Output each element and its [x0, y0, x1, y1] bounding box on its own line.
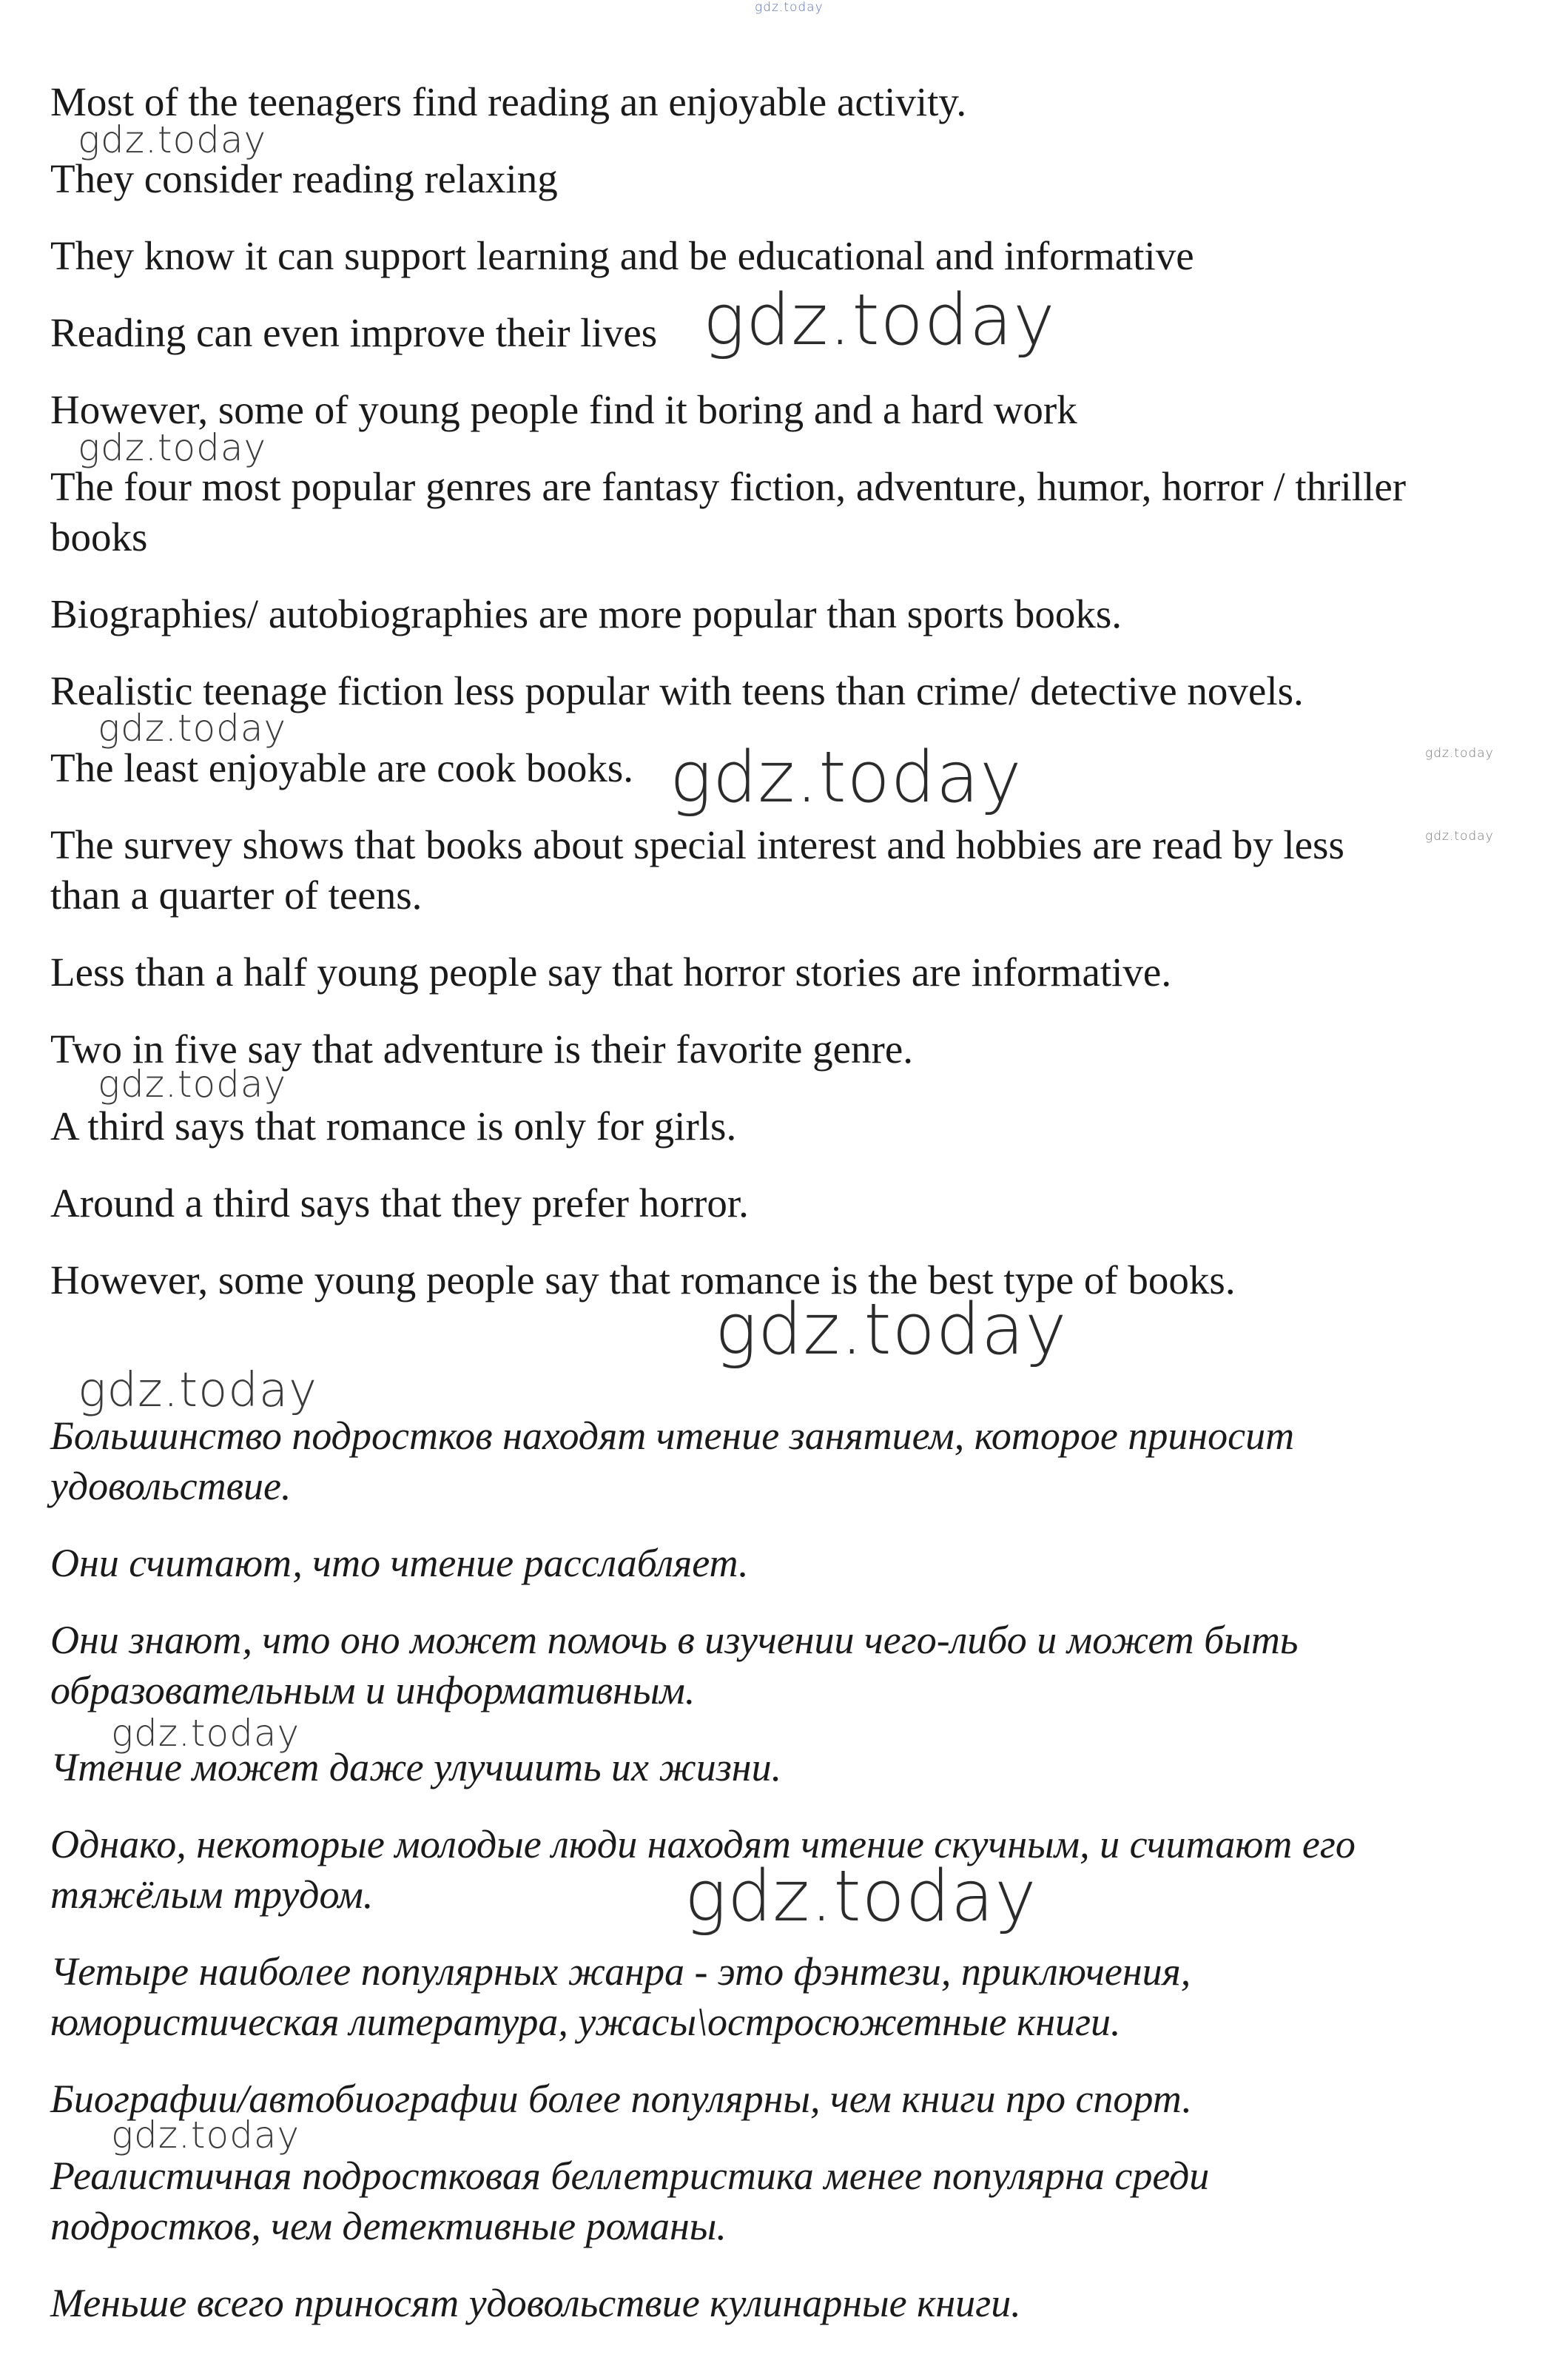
russian-line-1: Большинство подростков находят чтение занятием, которое приносит	[50, 1413, 1295, 1458]
russian-line-11: Биографии/автобиографии более популярны, чем книги про спорт.	[50, 2077, 1192, 2121]
english-line-8: Biographies/ autobiographies are more popular than sports books.	[50, 591, 1122, 636]
watermark-side-2: gdz.today	[1425, 829, 1494, 844]
russian-line-3: Они считают, что чтение расслабляет.	[50, 1541, 749, 1585]
watermark-top: gdz.today	[755, 0, 824, 15]
english-line-9: Realistic teenage fiction less popular with teens than crime/ detective novels.	[50, 668, 1304, 713]
russian-line-8: тяжёлым трудом.	[50, 1872, 374, 1917]
english-line-3: They know it can support learning and be educational and informative	[50, 233, 1194, 278]
russian-line-12: Реалистичная подростковая беллетристика менее популярна среди	[50, 2154, 1210, 2198]
watermark-8: gdz.today	[78, 1363, 317, 1418]
english-line-12: than a quarter of teens.	[50, 873, 423, 918]
english-line-1: Most of the teenagers find reading an enjoyable activity.	[50, 79, 967, 124]
russian-line-4: Они знают, что оно может помочь в изучении чего-либо и может быть	[50, 1618, 1299, 1662]
russian-line-10: юмористическая литература, ужасы\остросюжетные книги.	[50, 2000, 1121, 2044]
english-line-10: The least enjoyable are cook books.	[50, 745, 634, 790]
english-line-14: Two in five say that adventure is their favorite genre.	[50, 1026, 914, 1072]
russian-line-5: образовательным и информативным.	[50, 1668, 696, 1712]
russian-line-14: Меньше всего приносят удовольствие кулинарные книги.	[50, 2281, 1021, 2325]
watermark-3: gdz.today	[78, 426, 267, 469]
english-line-4: Reading can even improve their lives	[50, 310, 658, 355]
russian-line-6: Чтение может даже улучшить их жизни.	[50, 1745, 782, 1789]
watermark-7: gdz.today	[715, 1289, 1068, 1371]
english-line-6: The four most popular genres are fantasy fiction, adventure, humor, horror / thriller	[50, 464, 1407, 509]
english-line-17: However, some young people say that romance is the best type of books.	[50, 1257, 1236, 1302]
english-line-15: A third says that romance is only for girls.	[50, 1103, 737, 1149]
watermark-1: gdz.today	[78, 118, 267, 161]
english-line-13: Less than a half young people say that horror stories are informative.	[50, 949, 1172, 995]
watermark-11: gdz.today	[111, 2114, 300, 2157]
watermark-side-1: gdz.today	[1425, 746, 1494, 761]
russian-line-7: Однако, некоторые молодые люди находят чтение скучным, и считают его	[50, 1822, 1356, 1866]
watermark-5: gdz.today	[670, 737, 1023, 818]
english-line-5: However, some of young people find it boring and a hard work	[50, 387, 1077, 432]
russian-line-13: подростков, чем детективные романы.	[50, 2204, 727, 2248]
watermark-10: gdz.today	[684, 1856, 1037, 1937]
russian-line-2: удовольствие.	[50, 1464, 292, 1508]
english-line-16: Around a third says that they prefer horror.	[50, 1180, 749, 1226]
watermark-4: gdz.today	[98, 707, 287, 750]
english-line-2: They consider reading relaxing	[50, 156, 558, 201]
russian-line-9: Четыре наиболее популярных жанра - это фэнтези, приключения,	[50, 1949, 1191, 1994]
watermark-9: gdz.today	[111, 1712, 300, 1755]
watermark-2: gdz.today	[703, 280, 1056, 361]
english-line-7: books	[50, 514, 148, 559]
english-line-11: The survey shows that books about special interest and hobbies are read by less	[50, 822, 1344, 867]
watermark-6: gdz.today	[98, 1063, 287, 1106]
